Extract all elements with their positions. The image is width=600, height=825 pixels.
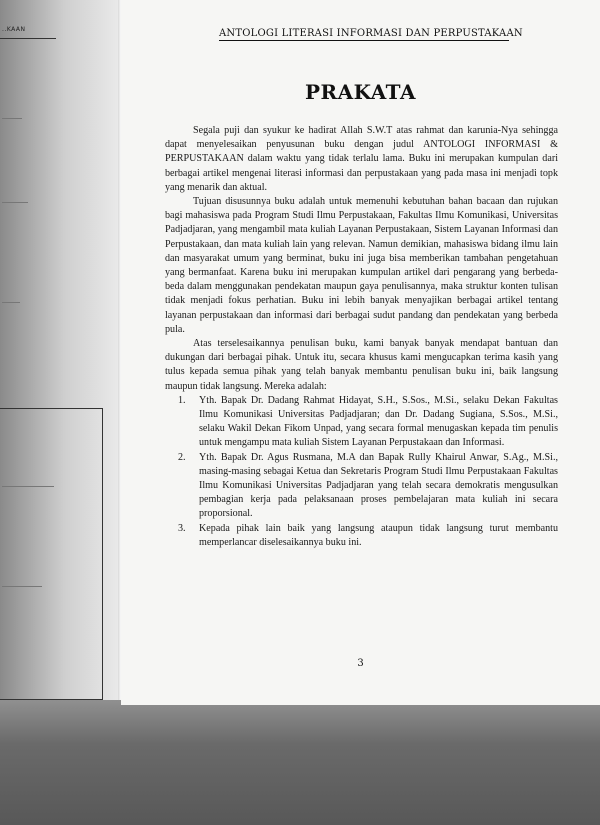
- previous-page-header: ..KAAN: [2, 26, 26, 33]
- running-header: ANTOLOGI LITERASI INFORMASI DAN PERPUSTAKAAN: [219, 28, 523, 39]
- list-item: [165, 451, 558, 522]
- list-item-text: Yth. Bapak Dr. Dadang Rahmat Hidayat, S.H., S.Sos., M.Si., selaku Dekan Fakultas Ilmu Komunikasi Universitas Padjadjaran; dan Dr. Dadang Sugiana, S.Sos., M.Si., selaku Wakil Dekan Fikom Unpad, yang secara formal menugaskan kepada tim penulis untuk mengampu mata kuliah Sistem Layanan Perpustakaan dan Informasi.: [199, 394, 558, 449]
- list-item-text: Kepada pihak lain baik yang langsung ataupun tidak langsung turut membantu memperlancar diselesaikannya buku ini.: [199, 522, 558, 548]
- body-text: [165, 124, 558, 550]
- paragraph: Segala puji dan syukur ke hadirat Allah S.W.T atas rahmat dan karunia-Nya sehingga dapat menyelesaikan penyusunan buku dengan judul ANTOLOGI INFORMASI & PERPUSTAKAAN dalam waktu yang tidak terlalu lama. Buku ini merupakan kumpulan dari berbagai artikel mengenai literasi informasi dan perpustakaan yang pada masa ini menjadi topk yang menarik dan aktual.: [165, 125, 558, 193]
- paragraph: Atas terselesaikannya penulisan buku, kami banyak banyak mendapat bantuan dan dukungan dari berbagai pihak. Untuk itu, secara khusus kami mengucapkan terima kasih yang tulus kepada semua pihak yang telah banyak membantu penulisan buku ini, baik langsung maupun tidak langsung. Mereka adalah:: [165, 338, 558, 392]
- book-page: [121, 0, 600, 705]
- list-item: [165, 522, 558, 550]
- previous-page-text-mark: [2, 202, 28, 203]
- list-item-number: 3.: [178, 522, 186, 534]
- page-number: 3: [357, 658, 364, 669]
- previous-page-text-mark: [2, 302, 20, 303]
- previous-page-box: [0, 408, 103, 700]
- paragraph: Tujuan disusunnya buku adalah untuk memenuhi kebutuhan bahan bacaan dan rujukan bagi mahasiswa pada Program Studi Ilmu Perpustakaan, Fakultas Ilmu Komunikasi, Universitas Padjadjaran, yang mengambil mata kuliah Layanan Perpustakaan, Sistem Layanan Informasi dan Perpustakaan, dan mata kuliah lain yang relevan. Namun demikian, mahasiswa bidang ilmu lain dan masyarakat umum yang berminat, buku ini juga bisa memberikan tambahan pengetahuan yang bermanfaat. Karena buku ini merupakan kumpulan artikel dari pengarang yang berbeda-beda dalam menggunakan pendekatan maupun gaya penulisannya, maka struktur konten tulisan tidak menjadi fokus perhatian. Buku ini lebih banyak menyajikan berbagai artikel tentang layanan perpustakaan dan informasi dari berbagai sudut pandang dan pendekatan yang berbeda pula.: [165, 196, 558, 335]
- previous-page-text-mark: [2, 118, 22, 119]
- acknowledgement-list: [165, 394, 558, 550]
- scanner-shadow: [0, 700, 600, 825]
- page-title: PRAKATA: [305, 80, 416, 104]
- previous-page-edge: [0, 0, 118, 700]
- previous-page-header-rule: [0, 38, 56, 39]
- list-item: [165, 394, 558, 451]
- list-item-number: 2.: [178, 451, 186, 463]
- list-item-text: Yth. Bapak Dr. Agus Rusmana, M.A dan Bapak Rully Khairul Anwar, S.Ag., M.Si., masing-masing sebagai Ketua dan Sekretaris Program Studi Ilmu Perpustakaan Fakultas Ilmu Komunikasi Universitas Padjadjaran yang telah secara demokratis mengusulkan pembagian kerja pada pelaksanaan proses pembelajaran mata kuliah ini secara proporsional.: [199, 451, 558, 520]
- list-item-number: 1.: [178, 394, 186, 406]
